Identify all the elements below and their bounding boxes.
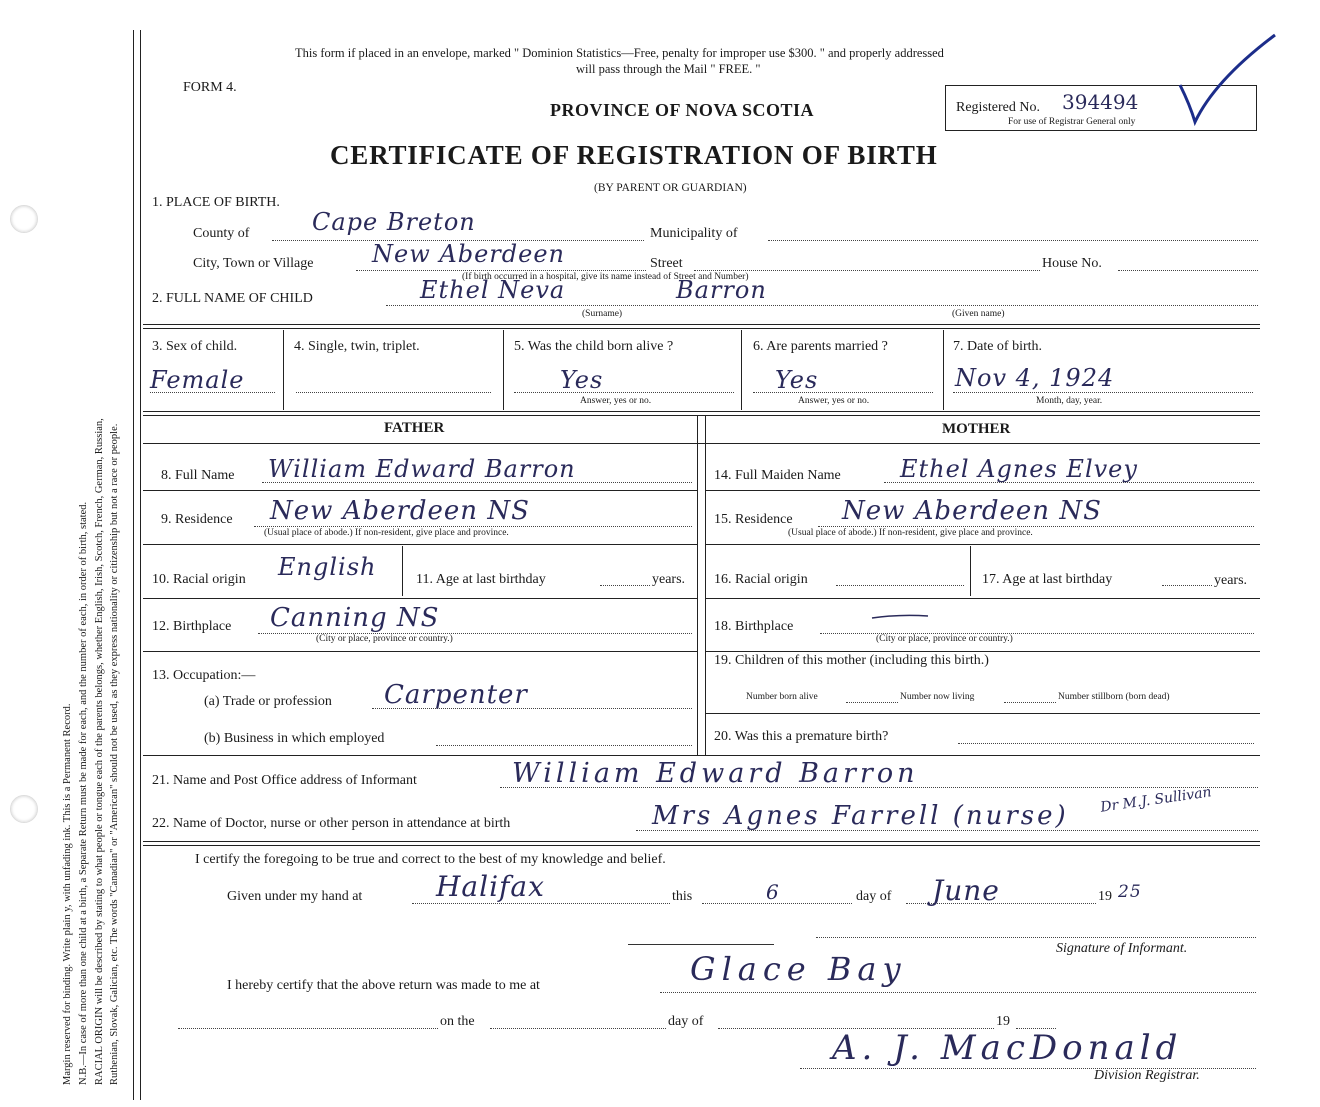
house-number-label: House No. (1042, 256, 1102, 271)
mother-residence-value: New Aberdeen NS (842, 496, 1102, 526)
date-of-birth-value: Nov 4, 1924 (955, 364, 1115, 392)
day-value: 6 (766, 880, 780, 904)
informant-label: 21. Name and Post Office address of Informant (152, 773, 417, 788)
now-living-count-label: Number now living (900, 692, 975, 702)
month-value: June (932, 874, 1000, 907)
registered-number: 394494 (1062, 90, 1139, 114)
father-birthplace-value: Canning NS (270, 603, 440, 633)
mail-notice-2: will pass through the Mail " FREE. " (576, 62, 761, 76)
doctor-extra-value: Dr M.J. Sullivan (1099, 784, 1213, 816)
father-racial-label: 10. Racial origin (152, 572, 246, 587)
occupation-label: 13. Occupation:— (152, 668, 256, 683)
margin-rule-1 (133, 30, 134, 1100)
father-age-label: 11. Age at last birthday (416, 572, 546, 587)
father-residence-value: New Aberdeen NS (270, 496, 530, 526)
mother-name-label: 14. Full Maiden Name (714, 468, 841, 483)
informant-value: William Edward Barron (512, 758, 919, 789)
father-birthplace-label: 12. Birthplace (152, 619, 232, 634)
mother-racial-label: 16. Racial origin (714, 572, 808, 587)
parents-married-label: 6. Are parents married ? (753, 339, 888, 354)
margin-rule-2 (140, 30, 141, 1100)
mother-birthplace-label: 18. Birthplace (714, 619, 794, 634)
father-residence-label: 9. Residence (161, 512, 233, 527)
doctor-value: Mrs Agnes Farrell (nurse) (652, 801, 1069, 831)
mother-age-label: 17. Age at last birthday (982, 572, 1113, 587)
single-twin-label: 4. Single, twin, triplet. (294, 339, 420, 354)
certify-statement: I certify the foregoing to be true and correct to the best of my knowledge and belief. (195, 852, 666, 867)
mother-years-label: years. (1214, 573, 1248, 588)
year-prefix: 19 (1098, 889, 1112, 904)
city-label: City, Town or Village (193, 256, 314, 271)
registrar-note: For use of Registrar General only (1008, 117, 1136, 127)
informant-signature-label: Signature of Informant. (1056, 941, 1188, 956)
parents-married-note: Answer, yes or no. (798, 396, 870, 406)
street-label: Street (650, 256, 683, 271)
birthplace-dash-mark (870, 612, 930, 622)
father-years-label: years. (652, 572, 686, 587)
father-birthplace-note: (City or place, province or country.) (316, 634, 453, 644)
mother-name-value: Ethel Agnes Elvey (900, 455, 1138, 483)
return-place-value: Glace Bay (690, 950, 907, 988)
check-mark-icon (1175, 30, 1285, 130)
born-alive-count-label: Number born alive (746, 692, 818, 702)
stillborn-count-label: Number stillborn (born dead) (1058, 692, 1170, 702)
child-name-label: 2. FULL NAME OF CHILD (152, 291, 313, 306)
given-place-value: Halifax (436, 870, 545, 903)
certificate-subtitle: (BY PARENT OR GUARDIAN) (594, 182, 747, 194)
municipality-label: Municipality of (650, 226, 738, 241)
date-of-birth-note: Month, day, year. (1036, 396, 1103, 406)
sex-value: Female (150, 366, 245, 394)
father-name-label: 8. Full Name (161, 468, 235, 483)
city-value: New Aberdeen (372, 240, 565, 268)
margin-line-3: RACIAL ORIGIN will be described by stating to what people or tongue each of the parents belongs, whether English, Irish, Scotch, French, German, Russian, (94, 418, 105, 1085)
father-racial-value: English (278, 553, 377, 581)
mother-heading: MOTHER (942, 421, 1011, 437)
punch-hole-bottom (10, 795, 38, 823)
father-heading: FATHER (384, 420, 445, 436)
year-value: 25 (1118, 882, 1142, 902)
margin-line-4: Ruthenian, Slovak, Galician, etc. The words "Canadian" or "American" should not be used, as they express nationality or citizenship but not a race or people. (109, 423, 120, 1085)
province-heading: PROVINCE OF NOVA SCOTIA (550, 100, 815, 120)
certificate-title: CERTIFICATE OF REGISTRATION OF BIRTH (330, 140, 938, 170)
trade-label: (a) Trade or profession (204, 694, 332, 709)
hospital-note: (If birth occurred in a hospital, give its name instead of Street and Number) (462, 272, 749, 282)
day-of-label: day of (856, 889, 892, 904)
margin-line-1: Margin reserved for binding. Write plain y, with unfading ink. This is a Permanent Record. (62, 703, 73, 1085)
place-of-birth-label: 1. PLACE OF BIRTH. (152, 195, 280, 210)
mail-notice-1: This form if placed in an envelope, marked " Dominion Statistics—Free, penalty for improper use $300. " and properly addressed (295, 46, 944, 60)
division-registrar-label: Division Registrar. (1094, 1068, 1200, 1083)
father-name-value: William Edward Barron (268, 455, 576, 483)
children-label: 19. Children of this mother (including this birth.) (714, 653, 989, 668)
given-name-note: (Given name) (952, 309, 1005, 319)
mother-residence-label: 15. Residence (714, 512, 793, 527)
registrar-signature: A. J. MacDonald (832, 1028, 1183, 1068)
business-label: (b) Business in which employed (204, 731, 385, 746)
date-of-birth-label: 7. Date of birth. (953, 339, 1043, 354)
father-residence-note: (Usual place of abode.) If non-resident, give place and province. (264, 528, 509, 538)
this-label: this (672, 889, 693, 904)
child-surname-value: Barron (676, 276, 767, 304)
form-number: FORM 4. (183, 80, 237, 95)
day-of-label-2: day of (668, 1014, 704, 1029)
county-label: County of (193, 226, 250, 241)
return-made-label: I hereby certify that the above return was made to me at (227, 978, 540, 993)
mother-birthplace-note: (City or place, province or country.) (876, 634, 1013, 644)
born-alive-value: Yes (560, 366, 604, 394)
born-alive-label: 5. Was the child born alive ? (514, 339, 674, 354)
born-alive-note: Answer, yes or no. (580, 396, 652, 406)
on-the-label: on the (440, 1014, 475, 1029)
premature-label: 20. Was this a premature birth? (714, 729, 889, 744)
margin-line-2: N.B.—In case of more than one child at a birth, a Separate Return must be made for each, and the number of each, in order of birth, stated. (78, 501, 89, 1085)
punch-hole-top (10, 205, 38, 233)
county-value: Cape Breton (312, 208, 476, 236)
parents-married-value: Yes (775, 366, 819, 394)
registered-label: Registered No. (956, 100, 1040, 115)
mother-residence-note: (Usual place of abode.) If non-resident, give place and province. (788, 528, 1033, 538)
sex-label: 3. Sex of child. (152, 339, 238, 354)
child-given-value: Ethel Neva (420, 276, 566, 304)
doctor-label: 22. Name of Doctor, nurse or other person in attendance at birth (152, 816, 511, 831)
surname-note: (Surname) (582, 309, 623, 319)
year-prefix-2: 19 (996, 1014, 1010, 1029)
given-under-label: Given under my hand at (227, 889, 363, 904)
trade-value: Carpenter (384, 680, 528, 710)
